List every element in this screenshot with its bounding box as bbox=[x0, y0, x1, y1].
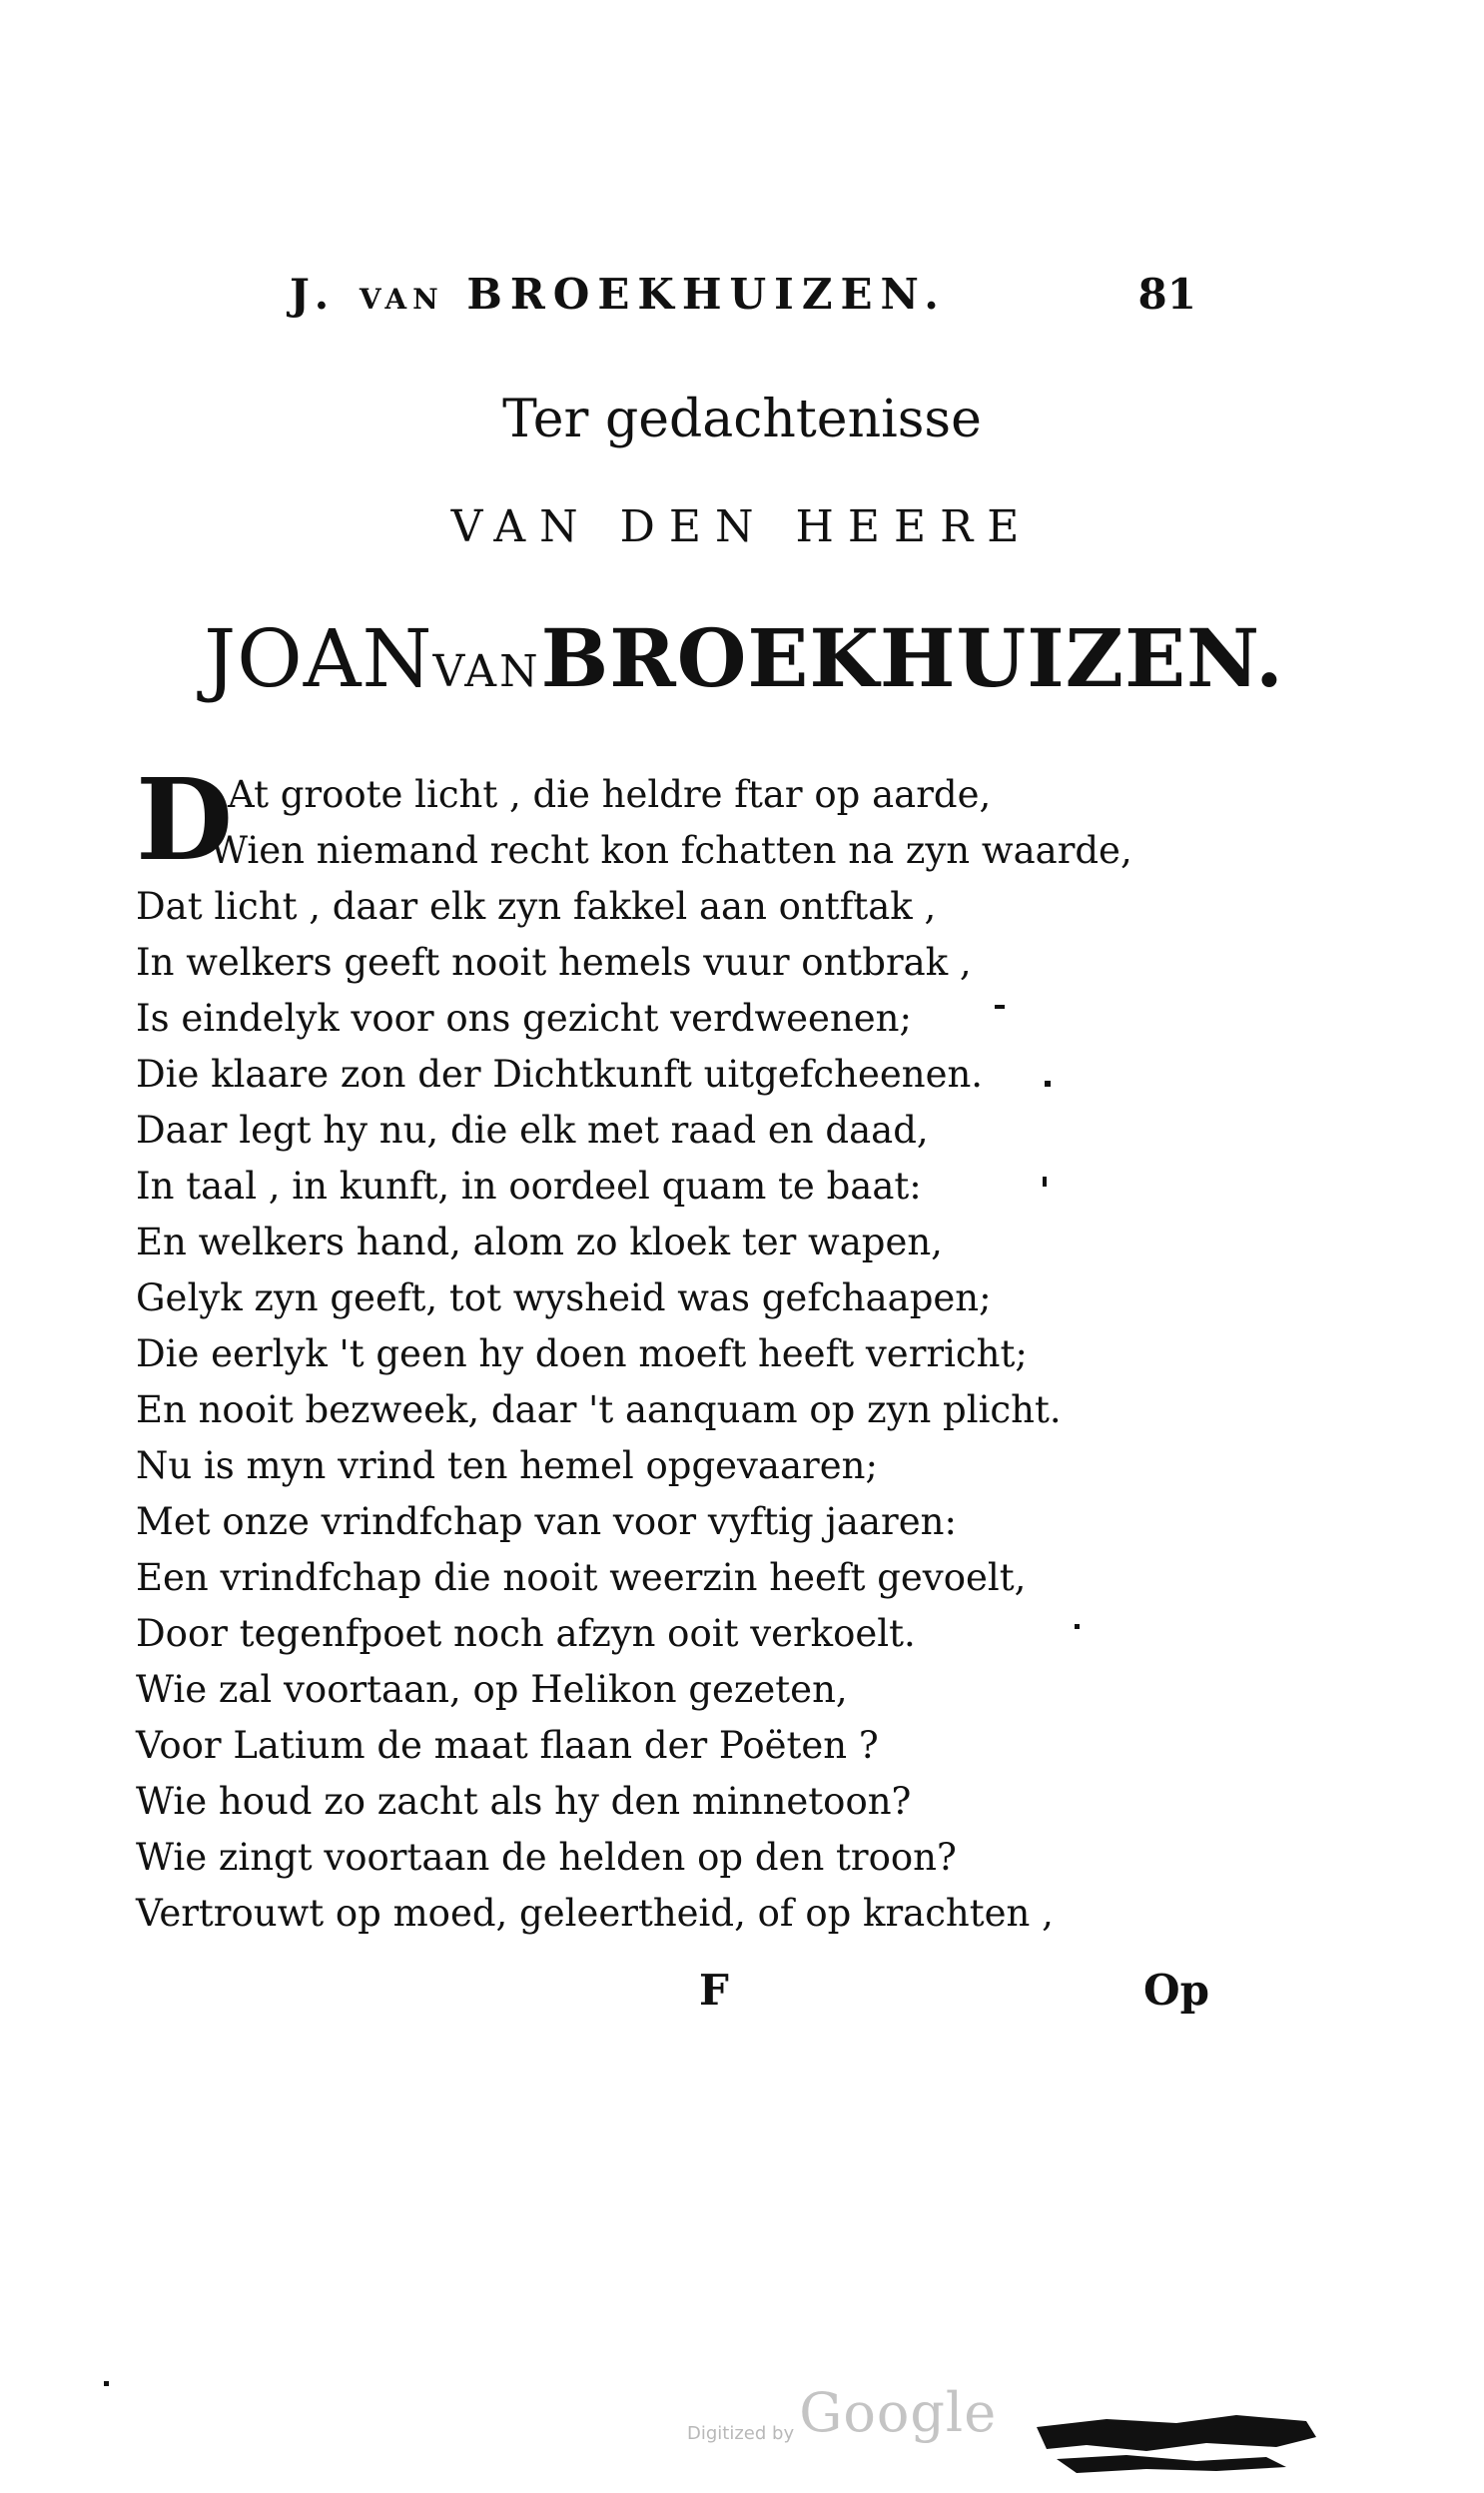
ink-speck bbox=[1045, 1081, 1051, 1087]
poem-line-16: Door tegenfpoet noch afzyn ooit verkoelt. bbox=[136, 1612, 916, 1655]
poem-line-14: Met onze vrindfchap van voor vyftig jaaren: bbox=[136, 1500, 957, 1543]
poem-line-12: En nooit bezweek, daar 't aanquam op zyn plicht. bbox=[136, 1388, 1062, 1431]
running-head bbox=[290, 270, 1208, 330]
poem-line-6: Die klaare zon der Dichtkunft uitgefcheenen. bbox=[136, 1053, 984, 1096]
poem-line-18: Voor Latium de maat flaan der Poëten ? bbox=[136, 1724, 879, 1767]
running-head-van: VAN bbox=[359, 283, 444, 316]
poem-line-5: Is eindelyk voor ons gezicht verdweenen; bbox=[136, 997, 912, 1040]
running-head-surname: BROEKHUIZEN. bbox=[466, 270, 947, 319]
watermark-digitized: Digitized by bbox=[687, 2423, 795, 2444]
running-head-initial: J. bbox=[290, 270, 338, 319]
poem-line-1: At groote licht , die heldre ftar op aarde, bbox=[228, 773, 992, 816]
title-line-3 bbox=[120, 611, 1368, 705]
ink-speck bbox=[104, 2381, 109, 2386]
watermark-google: Google bbox=[799, 2381, 998, 2444]
poem-line-8: In taal , in kunft, in oordeel quam te baat: bbox=[136, 1165, 922, 1208]
poem-line-10: Gelyk zyn geeft, tot wysheid was gefchaapen; bbox=[136, 1276, 992, 1319]
ink-speck bbox=[995, 1005, 1005, 1009]
ink-speck bbox=[1043, 1177, 1047, 1187]
page-number: 81 bbox=[1137, 270, 1196, 319]
poem-line-21: Vertrouwt op moed, geleertheid, of op krachten , bbox=[136, 1892, 1054, 1935]
poem-line-15: Een vrindfchap die nooit weerzin heeft gevoelt, bbox=[136, 1556, 1027, 1599]
watermark bbox=[687, 2381, 997, 2444]
poem-line-2: Wien niemand recht kon fchatten na zyn waarde, bbox=[210, 829, 1132, 872]
title-line-2: VAN DEN HEERE bbox=[450, 501, 1034, 552]
poem bbox=[136, 755, 1294, 1942]
drop-cap: D bbox=[136, 755, 234, 886]
title-van: VAN bbox=[432, 646, 541, 697]
poem-line-11: Die eerlyk 't geen hy doen moeft heeft verricht; bbox=[136, 1332, 1028, 1375]
catchword: Op bbox=[1143, 1966, 1209, 2015]
poem-line-17: Wie zal voortaan, op Helikon gezeten, bbox=[136, 1668, 848, 1711]
poem-line-20: Wie zingt voortaan de helden op den troon? bbox=[136, 1836, 957, 1879]
title-first-name: JOAN bbox=[204, 612, 433, 705]
ink-speck bbox=[1075, 1624, 1080, 1629]
title-surname: BROEKHUIZEN. bbox=[540, 611, 1284, 705]
poem-line-19: Wie houd zo zacht als hy den minnetoon? bbox=[136, 1780, 912, 1823]
title-line-1: Ter gedachtenisse bbox=[502, 390, 982, 449]
ink-blot bbox=[1027, 2397, 1326, 2477]
poem-line-4: In welkers geeft nooit hemels vuur ontbrak , bbox=[136, 941, 972, 984]
poem-line-7: Daar legt hy nu, die elk met raad en daad, bbox=[136, 1109, 929, 1152]
poem-line-13: Nu is myn vrind ten hemel opgevaaren; bbox=[136, 1444, 878, 1487]
signature-mark: F bbox=[699, 1966, 729, 2015]
running-head-author bbox=[290, 270, 947, 319]
poem-line-9: En welkers hand, alom zo kloek ter wapen, bbox=[136, 1221, 943, 1263]
poem-line-3: Dat licht , daar elk zyn fakkel aan ontftak , bbox=[136, 885, 937, 928]
